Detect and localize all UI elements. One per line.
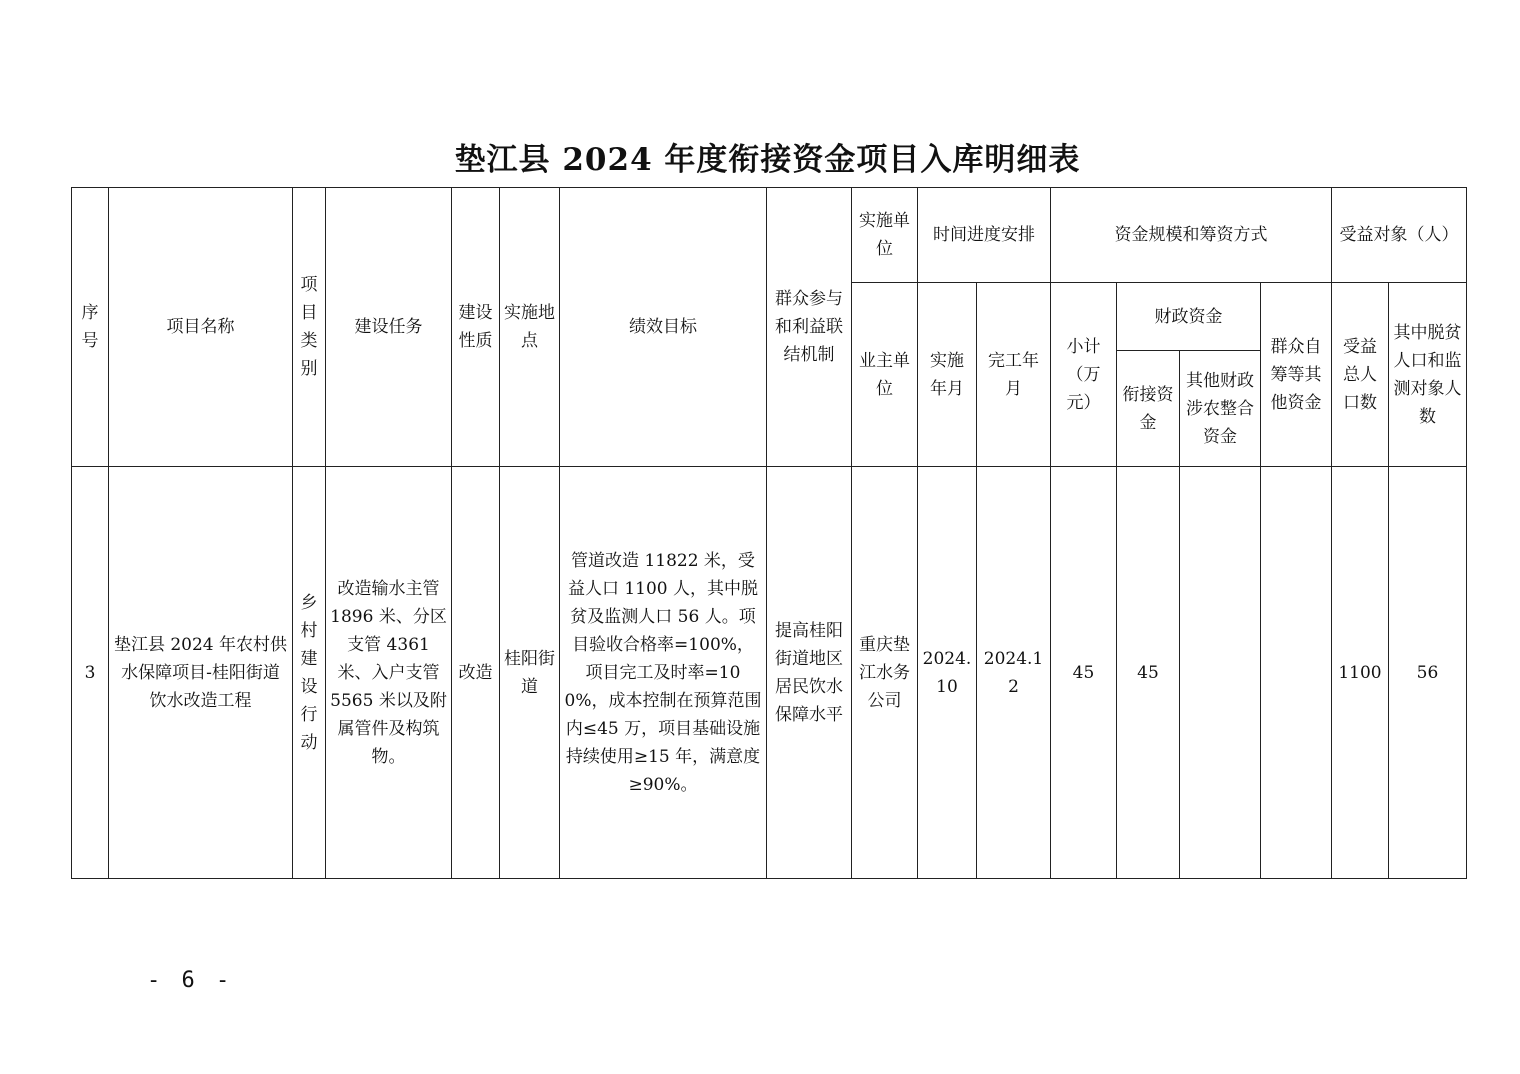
header-fiscal: 财政资金 [1117, 283, 1261, 351]
cell-subtotal: 45 [1051, 467, 1117, 879]
header-self-raised: 群众自筹等其他资金 [1261, 283, 1332, 467]
page-title: 垫江县 2024 年度衔接资金项目入库明细表 [454, 142, 1081, 178]
header-task: 建设任务 [326, 188, 452, 467]
header-poverty-monitor: 其中脱贫人口和监测对象人数 [1389, 283, 1467, 467]
header-mechanism: 群众参与和利益联结机制 [767, 188, 852, 467]
cell-project-name: 垫江县 2024 年农村供水保障项目-桂阳街道饮水改造工程 [109, 467, 293, 879]
header-impl-unit: 实施单位 [852, 188, 918, 283]
header-start: 实施年月 [918, 283, 977, 467]
cell-task: 改造输水主管 1896 米、分区支管 4361 米、入户支管 5565 米以及附属管件及构筑物。 [326, 467, 452, 879]
header-funding: 资金规模和筹资方式 [1051, 188, 1332, 283]
header-category: 项目类别 [293, 188, 326, 467]
header-linkage: 衔接资金 [1117, 351, 1180, 467]
header-owner: 业主单位 [852, 283, 918, 467]
header-total-beneficiaries: 受益总人口数 [1332, 283, 1389, 467]
header-project-name: 项目名称 [109, 188, 293, 467]
header-schedule: 时间进度安排 [918, 188, 1051, 283]
header-beneficiaries: 受益对象（人） [1332, 188, 1467, 283]
header-location: 实施地点 [500, 188, 560, 467]
cell-nature: 改造 [452, 467, 500, 879]
cell-owner: 重庆垫江水务公司 [852, 467, 918, 879]
cell-total-beneficiaries: 1100 [1332, 467, 1389, 879]
cell-self-raised [1261, 467, 1332, 879]
cell-seq: 3 [72, 467, 109, 879]
cell-linkage: 45 [1117, 467, 1180, 879]
header-subtotal: 小计（万元） [1051, 283, 1117, 467]
header-nature: 建设性质 [452, 188, 500, 467]
cell-end: 2024.12 [977, 467, 1051, 879]
page-number: - 6 - [147, 968, 234, 993]
header-other-fiscal: 其他财政涉农整合资金 [1180, 351, 1261, 467]
table-row [72, 467, 1467, 879]
header-end: 完工年月 [977, 283, 1051, 467]
header-seq: 序号 [72, 188, 109, 467]
cell-start: 2024.10 [918, 467, 977, 879]
cell-mechanism: 提高桂阳街道地区居民饮水保障水平 [767, 467, 852, 879]
header-goal: 绩效目标 [560, 188, 767, 467]
cell-location: 桂阳街道 [500, 467, 560, 879]
cell-poverty-monitor: 56 [1389, 467, 1467, 879]
project-table [71, 187, 1467, 879]
cell-category: 乡村建设行动 [293, 467, 326, 879]
cell-goal: 管道改造 11822 米，受益人口 1100 人，其中脱贫及监测人口 56 人。项目验收合格率=100%，项目完工及时率=100%，成本控制在预算范围内≤45 万，项目基础设施持续使用≥15 年，满意度≥90%。 [560, 467, 767, 879]
cell-other-fiscal [1180, 467, 1261, 879]
